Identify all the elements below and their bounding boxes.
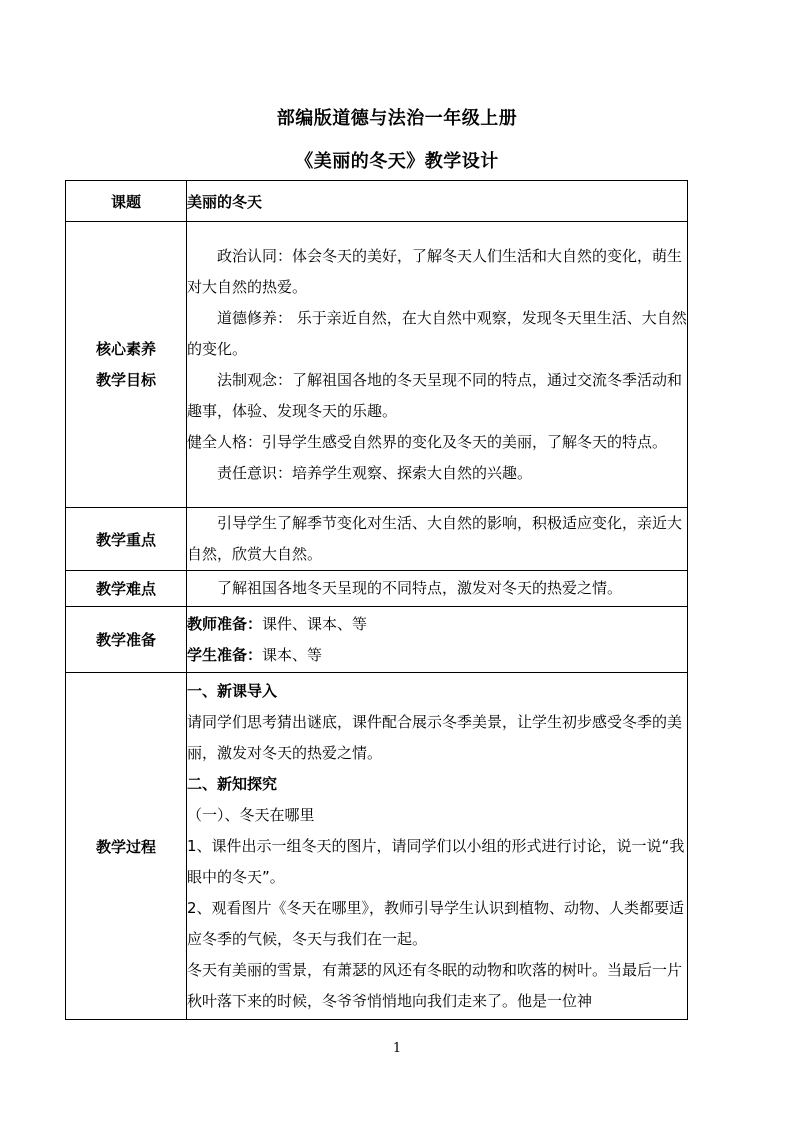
preparation-content: [187, 607, 688, 673]
topic-value: 美丽的冬天: [187, 181, 688, 222]
goal-item-personality: 健全人格：引导学生感受自然界的变化及冬天的美丽，了解冬天的特点。: [187, 432, 668, 451]
key-points-text: 引导学生了解季节变化对生活、大自然的影响，积极适应变化，亲近大自然，欣赏大自然。: [187, 514, 683, 563]
difficulties-text: 了解祖国各地冬天呈现的不同特点，激发对冬天的热爱之情。: [217, 579, 623, 597]
teacher-preparation-label: 教师准备：: [187, 614, 263, 633]
document-subtitle: 《美丽的冬天》教学设计: [295, 151, 499, 172]
goals-label-line2: 教学目标: [95, 370, 156, 389]
goal-item-political: 政治认同：体会冬天的美好，了解冬天人们生活和大自然的变化，萌生对大自然的热爱。: [187, 246, 683, 296]
goal-item-morality: 道德修养： 乐于亲近自然，在大自然中观察，发现冬天里生活、大自然的变化。: [187, 308, 687, 358]
difficulties-label: 教学难点: [66, 571, 187, 607]
section1-text: 请同学们思考猜出谜底，课件配合展示冬季美景，让学生初步感受冬季的美丽，激发对冬天的热爱之情。: [187, 712, 683, 762]
sub1-heading: （一）、冬天在哪里: [187, 805, 315, 824]
page-number: 1: [392, 1041, 402, 1056]
table-row-difficulties: [66, 571, 688, 607]
section1-heading: 一、新课导入: [187, 681, 278, 700]
topic-label: 课题: [66, 181, 187, 222]
goal-item-law: 法制观念：了解祖国各地的冬天呈现不同的特点，通过交流冬季活动和趣事，体验、发现冬天的乐趣。: [187, 370, 683, 420]
key-points-content: [187, 508, 688, 571]
goals-content: [187, 222, 688, 508]
preparation-label: 教学准备: [66, 607, 187, 673]
difficulties-content: [187, 571, 688, 607]
goal-item-responsibility: 责任意识：培养学生观察、探索大自然的兴趣。: [217, 463, 533, 482]
process-content: [187, 673, 688, 1020]
teacher-preparation: [187, 609, 687, 640]
student-preparation-label: 学生准备：: [187, 645, 263, 664]
section2-heading: 二、新知探究: [187, 774, 278, 793]
table-row-key-points: [66, 508, 688, 571]
table-row-preparation: [66, 607, 688, 673]
step2-text: 2、观看图片《冬天在哪里》，教师引导学生认识到植物、动物、人类都要适应冬季的气候，冬天与我们在一起。: [187, 898, 685, 948]
table-row-topic: [66, 181, 688, 222]
table-row-goals: [66, 222, 688, 508]
student-preparation-text: 课本、等: [262, 645, 323, 664]
lesson-plan-table: [65, 180, 688, 1020]
goals-label-line1: 核心素养: [95, 339, 156, 358]
document-title: 部编版道德与法治一年级上册: [276, 108, 518, 129]
key-points-label: 教学重点: [66, 508, 187, 571]
table-row-process: [66, 673, 688, 1020]
teacher-preparation-text: 课件、课本、等: [262, 614, 368, 633]
step3-text: 冬天有美丽的雪景，有萧瑟的风还有冬眠的动物和吹落的树叶。当最后一片秋叶落下来的时候，冬爷爷悄悄地向我们走来了。他是一位神: [187, 960, 683, 1010]
student-preparation: [187, 640, 687, 671]
process-label: 教学过程: [66, 673, 187, 1020]
goals-label: [66, 222, 187, 508]
step1-text: 1、课件出示一组冬天的图片，请同学们以小组的形式进行讨论，说一说“我眼中的冬天”。: [187, 836, 685, 886]
